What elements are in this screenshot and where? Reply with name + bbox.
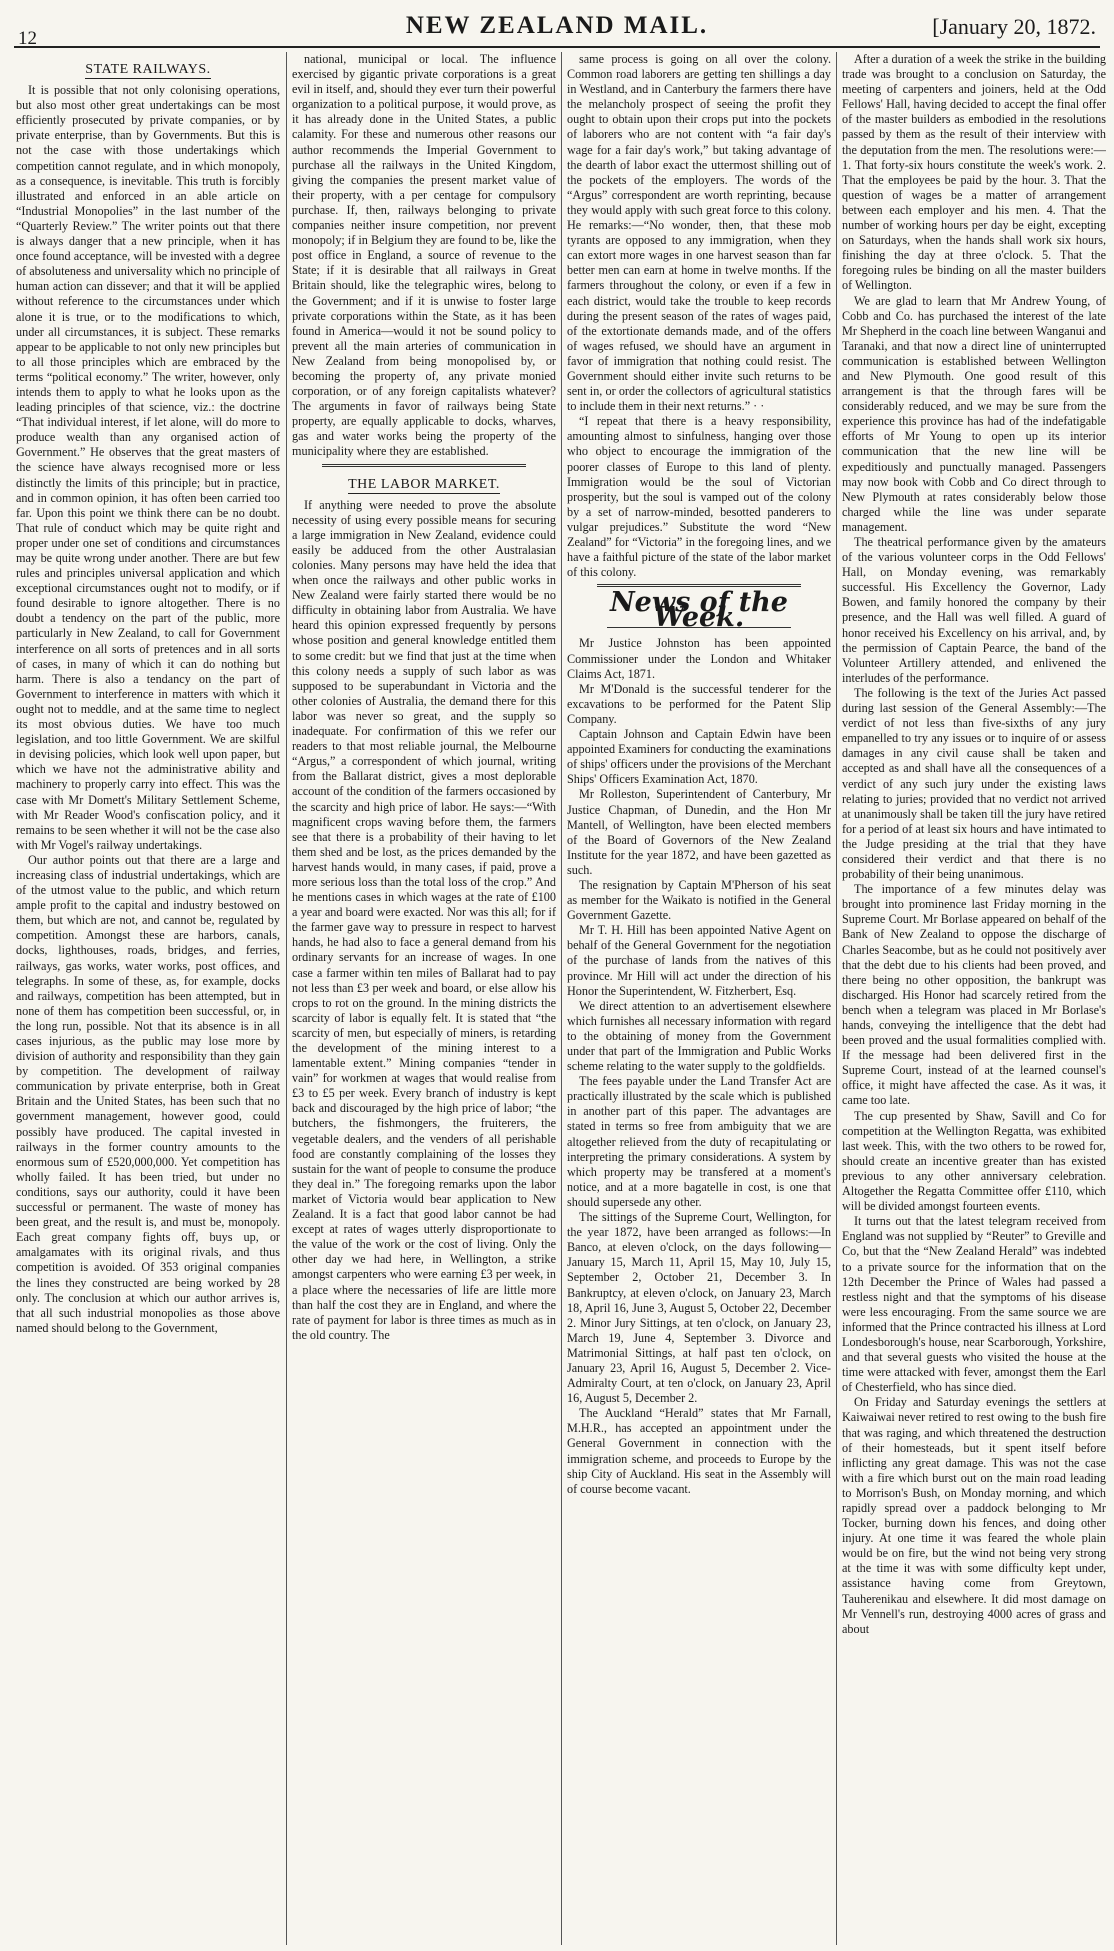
news-item: Mr M'Donald is the successful tenderer for the excavations to be performed for the Patent Slip Company. bbox=[567, 681, 831, 726]
news-item: Captain Johnson and Captain Edwin have been appointed Examiners for conducting the examinations of ships' officers under the provisions of the Merchant Ships' Officers Examination Act, 1870. bbox=[567, 727, 831, 787]
news-item: We direct attention to an advertisement elsewhere which furnishes all necessary information with regard to the obtaining of money from the Government under that part of the Immigration and Public Works scheme relating to the water supply to the goldfields. bbox=[567, 998, 831, 1074]
news-item: It turns out that the latest telegram received from England was not supplied by “Reuter” to Greville and Co, but that the “New Zealand Herald” was indebted to a private source for the information that on the 12th December the Prince of Wales had passed a restless night and that the symptoms of his disease were less encouraging. From the same source we are informed that the Prince contracted his illness at Lord Londesborough's house, near Scarborough, Yorkshire, and that several guests who visited the house at the time were attacked with fever, amongst them the Earl of Chesterfield, who has since died. bbox=[842, 1214, 1106, 1395]
news-item: Mr Justice Johnston has been appointed Commissioner under the London and Whitaker Claims Act, 1871. bbox=[567, 636, 831, 681]
section-divider bbox=[322, 464, 526, 467]
column-3 bbox=[567, 52, 831, 1945]
news-item: After a duration of a week the strike in the building trade was brought to a conclusion on Saturday, the meeting of carpenters and joiners, held at the Odd Fellows' Hall, having decided to accept the final offer of the master builders as embodied in the resolutions passed by them as the result of their interview with the deputation from the men. The resolutions were:—1. That forty-six hours constitute the week's work. 2. That the employees be paid by the hour. 3. That the question of wages be a matter of arrangement between each employer and his men. 4. That the number of working hours per day be eight, excepting on Saturdays, when the hands shall work six hours, finishing the day at three o'clock. 5. That the foregoing rules be binding on all the master builders of Wellington. bbox=[842, 52, 1106, 293]
column-divider bbox=[286, 52, 287, 1945]
news-of-the-week-heading: News of the Week. bbox=[609, 587, 788, 634]
news-item: The sittings of the Supreme Court, Wellington, for the year 1872, have been arranged as follows:—In Banco, at eleven o'clock, on the days following—January 15, March 11, April 15, May 10, July 15, September 2, October 21, December 3. In Bankruptcy, at eleven o'clock, on January 23, March 18, April 16, June 3, August 5, October 22, December 2. Minor Jury Sittings, at ten o'clock, on January 23, March 19, June 4, September 3. Divorce and Matrimonial Sittings, at half past ten o'clock, on January 23, April 16, August 5, December 2. Vice-Admiralty Court, at ten o'clock, on January 23, April 16, August 5, December 2. bbox=[567, 1210, 831, 1406]
page-number: 12 bbox=[18, 28, 37, 49]
article-paragraph: same process is going on all over the colony. Common road laborers are getting ten shillings a day in Westland, and in Canterbury the farmers there have the melancholy prospect of seeing the profit they ought to obtain upon their crops put into the pockets of laborers who are not content with “a fair day's wage for a fair day's work,” but taking advantage of the dearth of labor exact the uttermost shilling out of the pockets of the employers. The words of the “Argus” correspondent are worth reprinting, because they would apply with such great force to this colony. He remarks:—“No wonder, then, that these mob tyrants are opposed to any immigration, when they can extort more wages in one harvest season than far better men can earn at home in twelve months. If the farmers throughout the colony, or even if a few in each district, would take the trouble to keep records during the present season of the rates of wages paid, of the extortionate demands made, and of the offers of wages refused, we should have an argument in favor of immigration that nothing could resist. The Government should either invite such returns to be sent in, or order the collectors of agricultural statistics to include them in their next returns.” · · bbox=[567, 52, 831, 414]
news-item: On Friday and Saturday evenings the settlers at Kaiwaiwai never retired to rest owing to the bush fire that was raging, and which threatened the destruction of their homesteads, but it spent itself before inflicting any great damage. This was not the case with a fire which burst out on the main road leading to Morrison's Bush, on Monday morning, and which rapidly spread over a paddock belonging to Mr Tocker, burning down his fences, and doing other injury. At one time it was feared the whole plain would be on fire, but the wind not being very strong at the time it was with some difficulty kept under, assistance having come from Greytown, Tauherenikau and elsewhere. It did most damage on Mr Vennell's run, destroying 4000 acres of grass and about bbox=[842, 1395, 1106, 1636]
issue-date: [January 20, 1872. bbox=[932, 14, 1096, 39]
news-item: The following is the text of the Juries Act passed during last session of the General Assembly:—The verdict of not less than five-sixths of any jury empanelled to try any issues or to inquire of or assess damages in any civil cause shall be taken and accepted as and shall have all the consequences of a verdict of any such jury under the existing laws relating to juries; provided that no verdict not arrived at unanimously shall be taken till the jury have retired for a period of at least six hours and have intimated to the Judge presiding at the trial that they have considered their verdict and that there is no probability of their being unanimous. bbox=[842, 685, 1106, 882]
news-item: We are glad to learn that Mr Andrew Young, of Cobb and Co. has purchased the interest of the late Mr Shepherd in the coach line between Wanganui and Taranaki, and that now a direct line of uninterrupted communication is established between Wellington and New Plymouth. One good result of this arrangement is that the through fares will be considerably reduced, and we may be sure from the experience this province has had of the indefatigable efforts of Mr Young to open up its interior communication that the new line will be expeditiously and punctually managed. Passengers may now book with Cobb and Co direct through to New Plymouth at rates considerably below those charged while the line was under separate management. bbox=[842, 293, 1106, 534]
article-paragraph: “I repeat that there is a heavy responsibility, amounting almost to sinfulness, hanging over those who object to encourage the immigration of the poorer classes of Europe to this land of plenty. Immigration would be the soul of Victorian prosperity, but the soul is vamped out of the colony by a set of narrow-minded, besotted panderers to vulgar prejudices.” Substitute the word “New Zealand” for “Victoria” in the foregoing lines, and we have a faithful picture of the state of the labor market of this colony. bbox=[567, 414, 831, 580]
news-item: The fees payable under the Land Transfer Act are practically illustrated by the scale which is published in another part of this paper. The advantages are stated in terms so free from ambiguity that we are altogether relieved from the duty of recapitulating or interpreting the primary considerations. A system by which property may be transfered at a moment's notice, and at a more bagatelle in cost, is one that should supersede any other. bbox=[567, 1074, 831, 1209]
article-paragraph: It is possible that not only colonising operations, but also most other great undertakings can be most efficiently prosecuted by private companies, or by private enterprise, than by Governments. But this is not the case with those undertakings which competition cannot regulate, and in which monopoly, as a consequence, is inevitable. This truth is forcibly illustrated and enforced in an able article on “Industrial Monopolies” in the last number of the “Quarterly Review.” The writer points out that there is always danger that a new principle, when it has once found acceptance, will be invested with a degree of absoluteness and universality which no principle of human action can dissever; and that it will be applied without reference to the circumstances under which alone it is true, or to the modifications to which, under all circumstances, it is subject. These remarks appear to be applicable to not only new principles but to all those principles which are embraced by the terms “political economy.” The writer, however, only intends them to apply to what he looks upon as the leading principles of that science, viz.: the doctrine “That individual interest, if let alone, will do more to produce wealth than any organised action of Government.” He observes that the great masters of the science have always recognised more or less distinctly the limits of this principle; but in practice, and in common opinion, it has often been carried too far. Upon this point we think there can be no doubt. That rule of conduct which may be quite right and proper under one set of conditions and circumstances may be quite wrong under another. There are but few rules and principles universal application and which exceptional circumstances ought not to modify, or if found desirable to ignore altogether. There is no doubt a tendency on the part of the public, more particularly in New Zealand, to call for Government interference on all sorts of pretences and in all sorts of cases, in many of which it can do nothing but harm. There is also a tendancy on the part of Government to interference in matters with which it ought not to meddle, and at the same time to neglect its most obvious duties. We have too much legislation, and too little Government. We are skilful in devising policies, which look well upon paper, but which we have not the administrative ability and machinery to properly carry into effect. This was the case with Mr Domett's Military Settlement Scheme, with Mr Reader Wood's confiscation policy, and it remains to be seen whether it will not be the case also with Mr Vogel's railway undertakings. bbox=[16, 83, 280, 852]
column-2 bbox=[292, 52, 556, 1945]
news-item: The theatrical performance given by the amateurs of the various volunteer corps in the Odd Fellows' Hall, on Monday evening, was remarkably successful. His Excellency the Governor, Lady Bowen, and family honored the company by their presence, and the Hall was well filled. A guard of honor received his Excellency on his arrival, and, by the permission of Captain Pearce, the band of the Volunteer Artillery attended, and enlivened the interludes of the performance. bbox=[842, 535, 1106, 685]
column-1 bbox=[16, 52, 280, 1945]
article-paragraph: If anything were needed to prove the absolute necessity of using every possible means for securing a large immigration in New Zealand, evidence could easily be adduced from the other Australasian colonies. Many persons may have held the idea that when once the railways and other public works in New Zealand were fairly started there would be no difficulty in obtaining labor from Australia. We have heard this opinion expressed frequently by persons whose position and general knowledge entitled them to some credit: but we find that just at the time when this colony needs a supply of such labor as was supposed to be superabundant in Victoria and the other colonies of Australia, the demand there for this labor was never so great, and the supply so inadequate. For confirmation of this we refer our readers to that most reliable journal, the Melbourne “Argus,” a correspondent of which journal, writing from the Ballarat district, gives a most deplorable account of the condition of the farmers occasioned by the scarcity and high price of labor. He says:—“With magnificent crops waving before them, the farmers see that there is a probability of their having to let them shed and be lost, as the prices demanded by the harvest hands would, in many cases, if paid, prove a more serious loss than the total loss of the crop.” And he mentions cases in which wages at the rate of £100 a year and board were exacted. Nor was this all; for if the farmer gave way to pressure in respect to harvest hands, he had also to face a general demand from his ordinary servants for an increase of wages. In one case a farmer within ten miles of Ballarat had to pay not less than £3 per week and board, or else allow his crops to rot on the ground. In the mining districts the scarcity of labor is equally felt. It is stated that “the scarcity of men, but especially of miners, is retarding the development of the mining interest to a lamentable extent.” Mining companies “tender in vain” for workmen at wages that would realise from £3 to £5 per week. Every branch of industry is kept back and discouraged by the high price of labor; “the butchers, the fishmongers, the fruiterers, the vegetable dealers, and the venders of all perishable food are constantly complaining of the losses they sustain for the want of people to consume the produce they deal in.” The foregoing remarks upon the labor market of Victoria would bear application to New Zealand. It is a fact that good labor cannot be had except at rates of wages utterly disproportionate to the value of the work or the cost of living. Only the other day we had here, in Wellington, a strike amongst carpenters who were earning £3 per week, in a place where the necessaries of life are little more than half the cost they are in England, and where the rate of payment for labor is three times as much as in the old country. The bbox=[292, 497, 556, 1342]
news-item: The resignation by Captain M'Pherson of his seat as member for the Waikato is notified in the General Government Gazette. bbox=[567, 877, 831, 923]
news-item: The importance of a few minutes delay was brought into prominence last Friday morning in the Supreme Court. Mr Borlase appeared on behalf of the Bank of New Zealand to oppose the discharge of Charles Seacombe, but as he could not positively aver that the debt due to his clients had been proved, and there being no other opposition, the bankrupt was discharged. His Honor had scarcely retired from the bench when a telegram was placed in Mr Borlase's hands, conveying the intelligence that the debt had been proved and the usual formalities complied with. If the message had been delivered first in the Supreme Court, instead of at the learned counsel's office, it might have affected the case. As it was, it came too late. bbox=[842, 882, 1106, 1108]
column-divider bbox=[561, 52, 562, 1945]
news-item: Mr Rolleston, Superintendent of Canterbury, Mr Justice Chapman, of Dunedin, and the Hon Mr Mantell, of Wellington, have been elected members of the Board of Governors of the New Zealand Institute for the year 1872, and have been gazetted as such. bbox=[567, 787, 831, 877]
news-item: The Auckland “Herald” states that Mr Farnall, M.H.R., has accepted an appointment under the General Government in connection with the immigration scheme, and proceeds to Europe by the ship City of Auckland. His seat in the Assembly will of course become vacant. bbox=[567, 1406, 831, 1496]
masthead bbox=[14, 6, 1100, 48]
article-paragraph: national, municipal or local. The influence exercised by gigantic private corporations is a great evil in itself, and, should they ever turn their powerful organization to a political purpose, it would prove, as it has already done in the United States, a public calamity. For these and numerous other reasons our author recommends the Imperial Government to purchase all the railways in the United Kingdom, giving the companies the present market value of their property, with a per centage for compulsory purchase. If, then, railways belonging to private companies neither insure competition, nor prevent monopoly; if in Belgium they are found to be, like the post office in England, a source of revenue to the State; if it is desirable that all railways in Great Britain should, like the telegraphic wires, belong to the Government; and if it is unwise to foster large private corporations within the State, as it has been found in America—would it not be sound policy to prevent all the main arteries of communication in New Zealand from being monopolised by, or becoming the property of, any private monied corporation, or of any foreign capitalists whatever? The arguments in favor of railways being State property, are equally applicable to docks, wharves, gas and water works being the property of the municipality where they are established. bbox=[292, 52, 556, 459]
article-heading-state-railways: STATE RAILWAYS. bbox=[85, 62, 211, 77]
article-heading-labor-market: THE LABOR MARKET. bbox=[348, 476, 500, 492]
news-item: The cup presented by Shaw, Savill and Co for competition at the Wellington Regatta, was exhibited last week. This, with the two others to be rowed for, should create an incentive greater than has existed previous to any other anniversary celebration. Altogether the Regatta Committee offer £110, which will be divided amongst fourteen events. bbox=[842, 1108, 1106, 1214]
column-divider bbox=[836, 52, 837, 1945]
news-item: Mr T. H. Hill has been appointed Native Agent on behalf of the General Government for the negotiation of the purchase of lands from the natives of this province. Mr Hill will act under the direction of his Honor the Superintendent, W. Fitzherbert, Esq. bbox=[567, 923, 831, 998]
column-4 bbox=[842, 52, 1106, 1945]
newspaper-title: NEW ZEALAND MAIL. bbox=[405, 12, 709, 39]
article-paragraph: Our author points out that there are a large and increasing class of industrial undertakings, which are of the utmost value to the public, and which return ample profit to the capital and industry bestowed on them, but which are not, and cannot be, regulated by competition. Amongst these are harbors, canals, docks, lighthouses, roads, bridges, and ferries, railways, gas works, water works, post offices, and telegraphs. In some of these, as, for example, docks and railways, competition has been attempted, but in none of them has competition been successful, or, in the long run, possible. Not that its absence is in all cases injurious, as the public may lose more by division of authority and responsibility than they gain by competition. The development of railway communication by private enterprise, both in Great Britain and the United States, has been such that no government management, however good, could possibly have produced. The capital invested in railways in the former country amounts to the enormous sum of £520,000,000. Yet competition has wholly failed. It has been tried, but under no conditions, says our authority, could it have been successful or permanent. The waste of money has been great, and the result is, and must be, monopoly. Each great company fights off, buys up, or amalgamates with its original rivals, and thus competition is avoided. Of 353 original companies the lines they constructed are being worked by 28 only. The conclusion at which our author arrives is, that all such industrial monopolies as those above named should belong to the Government, bbox=[16, 852, 280, 1335]
